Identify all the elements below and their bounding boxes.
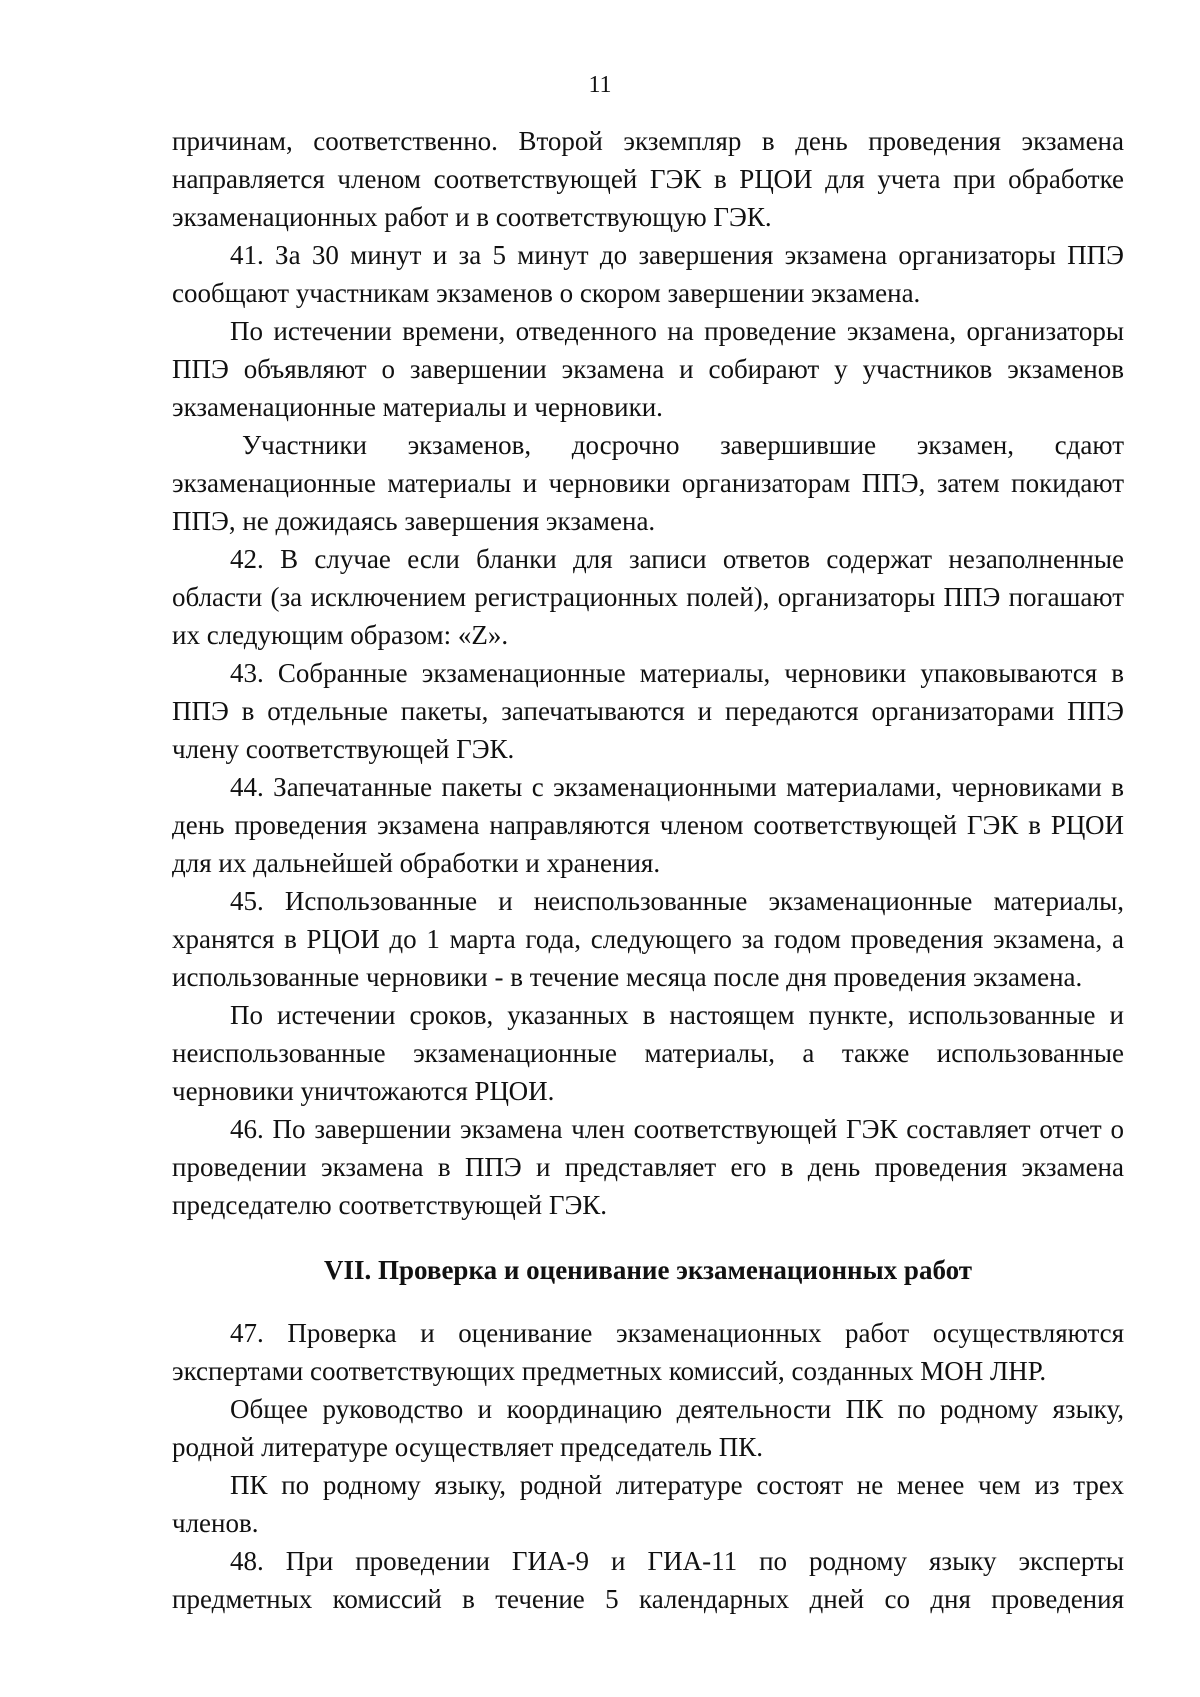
- paragraph: 48. При проведении ГИА-9 и ГИА-11 по родному языку эксперты предметных комиссий в течение 5 календарных дней со дня проведения: [172, 1546, 1124, 1614]
- paragraph: Общее руководство и координацию деятельности ПК по родному языку, родной литературе осуществляет председатель ПК.: [172, 1394, 1124, 1462]
- paragraph: 47. Проверка и оценивание экзаменационных работ осуществляются экспертами соответствующих предметных комиссий, созданных МОН ЛНР.: [172, 1318, 1124, 1386]
- paragraph: По истечении сроков, указанных в настоящем пункте, использованные и неиспользованные экзаменационные материалы, а также использованные черновики уничтожаются РЦОИ.: [172, 1000, 1124, 1106]
- paragraph: 44. Запечатанные пакеты с экзаменационными материалами, черновиками в день проведения экзамена направляются членом соответствующей ГЭК в РЦОИ для их дальнейшей обработки и хранения.: [172, 772, 1124, 878]
- document-body: [172, 122, 1124, 1618]
- page-number: 11: [588, 72, 612, 98]
- paragraph: 43. Собранные экзаменационные материалы, черновики упаковываются в ППЭ в отдельные пакеты, запечатываются и передаются организаторами ППЭ члену соответствующей ГЭК.: [172, 658, 1124, 764]
- paragraph: 46. По завершении экзамена член соответствующей ГЭК составляет отчет о проведении экзамена в ППЭ и представляет его в день проведения экзамена председателю соответствующей ГЭК.: [172, 1114, 1124, 1220]
- paragraph-list-before-heading: [172, 122, 1124, 1224]
- paragraph: ПК по родному языку, родной литературе состоят не менее чем из трех членов.: [172, 1470, 1124, 1538]
- section-heading: VII. Проверка и оценивание экзаменационных работ: [324, 1255, 972, 1285]
- paragraph: Участники экзаменов, досрочно завершившие экзамен, сдают экзаменационные материалы и черновики организаторам ППЭ, затем покидают ППЭ, не дожидаясь завершения экзамена.: [172, 430, 1124, 536]
- paragraph: причинам, соответственно. Второй экземпляр в день проведения экзамена направляется членом соответствующей ГЭК в РЦОИ для учета при обработке экзаменационных работ и в соответствующую ГЭК.: [172, 126, 1124, 232]
- paragraph: 45. Использованные и неиспользованные экзаменационные материалы, хранятся в РЦОИ до 1 марта года, следующего за годом проведения экзамена, а использованные черновики - в течение месяца после дня проведения экзамена.: [172, 886, 1124, 992]
- paragraph: 42. В случае если бланки для записи ответов содержат незаполненные области (за исключением регистрационных полей), организаторы ППЭ погашают их следующим образом: «Z».: [172, 544, 1124, 650]
- paragraph-list-after-heading: [172, 1314, 1124, 1618]
- paragraph: По истечении времени, отведенного на проведение экзамена, организаторы ППЭ объявляют о завершении экзамена и собирают у участников экзаменов экзаменационные материалы и черновики.: [172, 316, 1124, 422]
- paragraph: 41. За 30 минут и за 5 минут до завершения экзамена организаторы ППЭ сообщают участникам экзаменов о скором завершении экзамена.: [172, 240, 1124, 308]
